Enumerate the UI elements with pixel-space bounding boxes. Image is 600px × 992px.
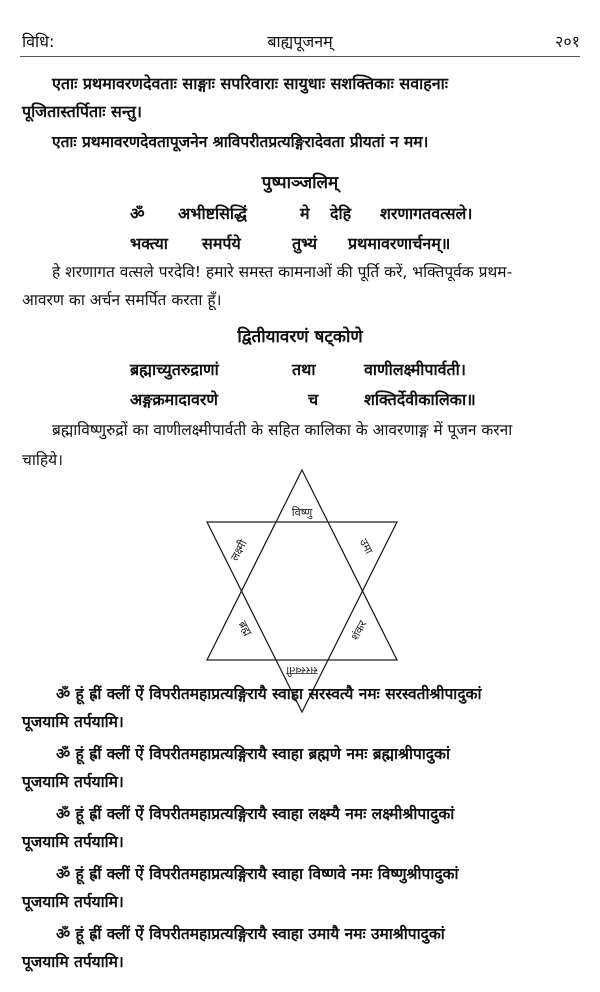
verse-word: शरणागतवत्सले। bbox=[380, 204, 473, 223]
mantra-line: ॐ हूं ह्रीं क्लीं ऐं विपरीतमहाप्रत्यङ्गिरायै स्वाहा लक्ष्म्यै नमः लक्ष्मीश्रीपादुकां bbox=[56, 805, 455, 823]
verse-word: तुभ्यं bbox=[292, 234, 318, 253]
verse-word: ब्रह्माच्युतरुद्राणां bbox=[130, 360, 219, 379]
mantra-line: पूजयामि तर्पयामि। bbox=[22, 893, 124, 911]
verse-word: शक्तिर्देवीकालिका॥ bbox=[364, 390, 476, 409]
verse-word: समर्पये bbox=[202, 234, 241, 253]
verse-word: भक्त्या bbox=[130, 234, 168, 253]
label-top: विष्णु bbox=[291, 506, 313, 519]
verse-word: ॐ bbox=[130, 204, 145, 223]
label-lower-left: ब्रह्म bbox=[235, 618, 255, 639]
top-line-2: पूजितास्तर्पिताः सन्तु। bbox=[22, 102, 142, 121]
mantra-brahma bbox=[22, 740, 582, 796]
header-left: विधि: bbox=[22, 32, 55, 51]
verse-word: प्रथमावरणार्चनम्॥ bbox=[348, 234, 451, 253]
pushpanjali-meaning-1: हे शरणागत वत्सले परदेवि! हमारे समस्त कामनाओं की पूर्ति करें, भक्तिपूर्वक प्रथम- bbox=[52, 263, 513, 281]
upward-triangle bbox=[207, 470, 397, 660]
mantra-line: पूजयामि तर्पयामि। bbox=[22, 833, 124, 851]
verse-word: तथा bbox=[292, 360, 316, 379]
dvitiya-meaning-1: ब्रह्माविष्णुरुद्रों का वाणीलक्ष्मीपार्वती के सहित कालिका के आवरणाङ्ग में पूजन करना bbox=[52, 421, 513, 439]
verse-word: मे bbox=[300, 204, 310, 223]
mantra-line: पूजयामि तर्पयामि। bbox=[22, 713, 124, 731]
mantra-lakshmi bbox=[22, 800, 582, 856]
top-line-3: एताः प्रथमावरणदेवतापूजनेन श्राविपरीतप्रत्यङ्गिरादेवता प्रीयतां न मम। bbox=[52, 133, 429, 151]
label-upper-right: उमा bbox=[356, 536, 376, 557]
label-bottom: सरस्वती bbox=[286, 664, 318, 677]
pushpanjali-meaning-2: आवरण का अर्चन समर्पित करता हूँ। bbox=[22, 291, 222, 309]
mantra-line: ॐ हूं ह्रीं क्लीं ऐं विपरीतमहाप्रत्यङ्गिरायै स्वाहा उमायै नमः उमाश्रीपादुकां bbox=[56, 925, 445, 943]
mantra-line: ॐ हूं ह्रीं क्लीं ऐं विपरीतमहाप्रत्यङ्गिरायै स्वाहा विष्णवे नमः विष्णुश्रीपादुकां bbox=[56, 865, 459, 883]
verse-word: वाणीलक्ष्मीपार्वती। bbox=[364, 360, 466, 379]
dvitiya-heading: द्वितीयावरणं षट्कोणे bbox=[237, 327, 363, 347]
mantra-line: ॐ हूं ह्रीं क्लीं ऐं विपरीतमहाप्रत्यङ्गिरायै स्वाहा सरस्वत्यै नमः सरस्वतीश्रीपादुकां bbox=[56, 685, 482, 703]
label-lower-right: शंकर bbox=[348, 618, 370, 643]
mantra-line: ॐ हूं ह्रीं क्लीं ऐं विपरीतमहाप्रत्यङ्गिरायै स्वाहा ब्रह्मणे नमः ब्रह्माश्रीपादुकां bbox=[56, 745, 450, 763]
mantra-line: पूजयामि तर्पयामि। bbox=[22, 953, 124, 971]
pushpanjali-heading: पुष्पाञ्जलिम् bbox=[261, 173, 339, 193]
mantra-vishnu bbox=[22, 860, 582, 916]
mantra-line: पूजयामि तर्पयामि। bbox=[22, 773, 124, 791]
mantra-sarasvati bbox=[22, 680, 582, 736]
dvitiya-meaning-2: चाहिये। bbox=[22, 451, 63, 469]
top-line-1: एताः प्रथमावरणदेवताः साङ्गाः सपरिवाराः सायुधाः सशक्तिकाः सवाहनाः bbox=[52, 74, 448, 93]
label-upper-left: लक्ष्मी bbox=[228, 537, 250, 564]
header-title: बाह्यपूजनम् bbox=[267, 32, 333, 51]
page-number: २०१ bbox=[555, 32, 580, 51]
verse-word: अङ्गक्रमादावरणे bbox=[130, 390, 219, 409]
verse-word: अभीष्टसिद्धिं bbox=[178, 204, 247, 223]
verse-word: च bbox=[308, 390, 319, 409]
mantra-uma bbox=[22, 920, 582, 976]
verse-word: देहि bbox=[330, 204, 352, 223]
